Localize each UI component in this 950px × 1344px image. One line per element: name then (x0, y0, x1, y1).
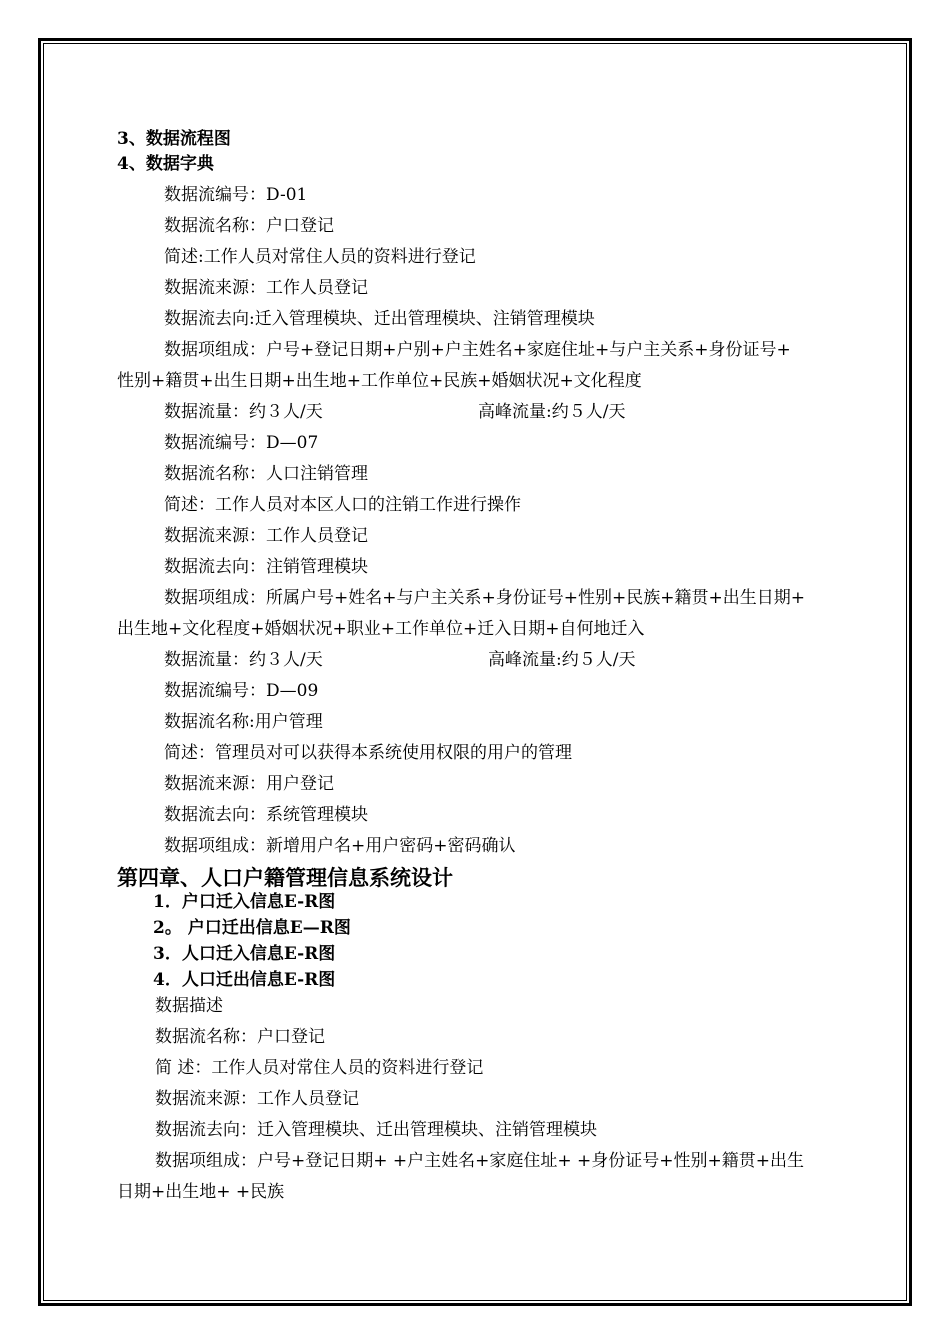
entry1-name: 数据流名称：户口登记 (164, 216, 334, 236)
entry1-peak: 高峰流量:约５人/天 (478, 402, 626, 422)
er-item-4: 4．人口迁出信息E-R图 (153, 970, 336, 990)
entry2-id: 数据流编号：D—07 (164, 433, 319, 453)
entry3-name: 数据流名称:用户管理 (164, 712, 323, 732)
entry2-composition-line2: 出生地+文化程度+婚姻状况+职业+工作单位+迁入日期+自何地迁入 (117, 619, 645, 639)
entry2-desc: 简述：工作人员对本区人口的注销工作进行操作 (164, 495, 521, 515)
entry2-flow: 数据流量：约３人/天 (164, 650, 323, 670)
desc-composition-line1: 数据项组成：户号+登记日期+ +户主姓名+家庭住址+ +身份证号+性别+籍贯+出生 (155, 1151, 805, 1171)
entry3-composition: 数据项组成：新增用户名+用户密码+密码确认 (164, 836, 516, 856)
section-heading-4: 4、数据字典 (117, 154, 214, 174)
entry1-flow: 数据流量：约３人/天 (164, 402, 323, 422)
entry2-destination: 数据流去向：注销管理模块 (164, 557, 368, 577)
er-item-1: 1．户口迁入信息E-R图 (153, 892, 336, 912)
chapter-heading: 第四章、人口户籍管理信息系统设计 (117, 865, 453, 890)
data-description-title: 数据描述 (155, 996, 223, 1016)
entry1-source: 数据流来源：工作人员登记 (164, 278, 368, 298)
entry1-id: 数据流编号：D-01 (164, 185, 308, 205)
er-item-3: 3．人口迁入信息E-R图 (153, 944, 336, 964)
desc-composition-line2: 日期+出生地+ +民族 (117, 1182, 285, 1202)
desc-destination: 数据流去向：迁入管理模块、迁出管理模块、注销管理模块 (155, 1120, 597, 1140)
entry3-source: 数据流来源：用户登记 (164, 774, 334, 794)
entry1-desc: 简述:工作人员对常住人员的资料进行登记 (164, 247, 476, 267)
entry2-name: 数据流名称：人口注销管理 (164, 464, 368, 484)
entry3-desc: 简述：管理员对可以获得本系统使用权限的用户的管理 (164, 743, 572, 763)
entry1-composition-line2: 性别+籍贯+出生日期+出生地+工作单位+民族+婚姻状况+文化程度 (117, 371, 642, 391)
section-heading-3: 3、数据流程图 (117, 129, 231, 149)
entry3-id: 数据流编号：D—09 (164, 681, 319, 701)
entry2-peak: 高峰流量:约５人/天 (488, 650, 636, 670)
entry1-destination: 数据流去向:迁入管理模块、迁出管理模块、注销管理模块 (164, 309, 595, 329)
entry2-source: 数据流来源：工作人员登记 (164, 526, 368, 546)
desc-summary: 简 述：工作人员对常住人员的资料进行登记 (155, 1058, 484, 1078)
entry2-composition-line1: 数据项组成：所属户号+姓名+与户主关系+身份证号+性别+民族+籍贯+出生日期+ (164, 588, 805, 608)
er-item-2: 2。 户口迁出信息E—R图 (153, 918, 351, 938)
entry1-composition-line1: 数据项组成：户号+登记日期+户别+户主姓名+家庭住址+与户主关系+身份证号+ (164, 340, 791, 360)
desc-source: 数据流来源：工作人员登记 (155, 1089, 359, 1109)
entry3-destination: 数据流去向：系统管理模块 (164, 805, 368, 825)
desc-name: 数据流名称：户口登记 (155, 1027, 325, 1047)
